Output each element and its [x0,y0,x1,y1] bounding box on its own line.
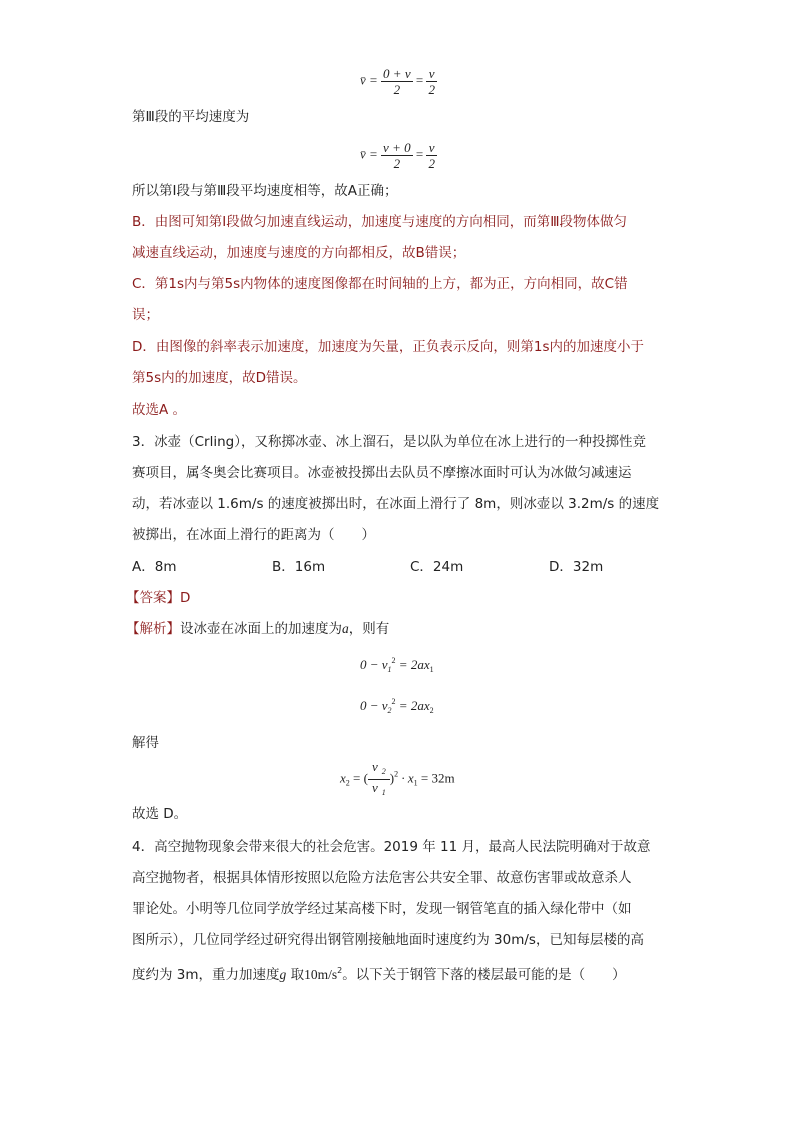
eq-subscript: 1 [381,788,386,797]
question-4-line-3: 罪论处。小明等几位同学放学经过某高楼下时，发现一钢管笔直的插入绿化带中（如 [132,901,632,917]
formula-average-velocity-3 [360,140,437,171]
fraction [381,66,413,97]
equation-1 [360,656,434,674]
text-line: 故选 D。 [132,806,188,822]
superscript: 2 [337,966,343,975]
eq-subscript: 2 [387,706,392,715]
denominator: 2 [428,82,435,97]
eq-term: · x [398,770,414,786]
eq-term: = ( [349,770,368,786]
option-c: C．24m [410,559,464,575]
equals: = [415,72,424,88]
question-3-line-1: 3．冰壶（Crling），又称掷冰壶、冰上溜石，是以队为单位在冰上进行的一种投掷性竞 [132,434,646,450]
fraction [426,140,437,171]
analysis-label: 【解析】 [126,621,180,637]
formula-average-velocity-1 [360,66,437,97]
numerator: v [426,66,437,82]
denominator: 2 [428,156,435,171]
question-3-line-4: 被掷出，在冰面上滑行的距离为（ ） [132,527,375,543]
answer-line [126,588,190,608]
eq-subscript: 1 [413,778,418,788]
denominator: 2 [393,82,401,97]
text-line: 所以第Ⅰ段与第Ⅲ段平均速度相等，故A正确； [132,183,398,199]
numerator: 0 + v [383,66,411,81]
answer-value: D [180,590,191,606]
numerator [368,759,390,780]
text-line: B．由图可知第Ⅰ段做匀加速直线运动，加速度与速度的方向相同，而第Ⅲ段物体做匀 [132,214,628,230]
eq-term: x [340,770,346,786]
question-3-line-2: 赛项目，属冬奥会比赛项目。冰壶被投掷出去队员不摩擦冰面时可认为冰做匀减速运 [132,465,632,481]
eq-term: = 32m [417,770,455,786]
eq-subscript: 2 [345,778,350,788]
text-line: 第Ⅲ段的平均速度为 [132,109,250,125]
eq-subscript: 1 [387,665,392,674]
analysis-text: 设冰壶在冰面上的加速度为 [180,621,342,637]
text-segment: 取 [286,967,305,983]
question-4-line-5 [132,961,626,985]
answer-label: 【答案】 [126,590,180,606]
numerator: v + 0 [383,140,411,155]
eq-subscript: 2 [429,706,434,715]
text-line: 误； [132,307,159,323]
eq-term: = 2ax [395,698,430,713]
option-b: B．16m [272,559,326,575]
denominator: 2 [393,156,401,171]
gravity-value: 10m/s [304,967,338,982]
eq-subscript: 2 [381,767,386,776]
eq-superscript: 2 [391,656,396,665]
formula-lhs: v̄ = [360,72,378,88]
analysis-variable: a [342,621,349,636]
denominator [368,780,390,800]
question-4-line-4: 图所示），几位同学经过研究得出钢管刚接触地面时速度约为 30m/s，已知每层楼的高 [132,932,644,948]
question-3-line-3: 动，若冰壶以 1.6m/s 的速度被掷出时，在冰面上滑行了 8m，则冰壶以 3.2m/s 的速度 [132,496,660,512]
eq-superscript: 2 [394,769,399,779]
text-line: C．第1s内与第5s内物体的速度图像都在时间轴的上方，都为正，方向相同，故C错 [132,276,628,292]
eq-term: v [371,759,378,774]
text-line: 解得 [132,735,159,751]
text-line: D．由图像的斜率表示加速度，加速度为矢量，正负表示反向，则第1s内的加速度小于 [132,339,645,355]
eq-subscript: 1 [429,665,434,674]
text-segment: 。以下关于钢管下落的楼层最可能的是（ ） [342,967,626,983]
text-line: 故选A 。 [132,402,187,418]
eq-superscript: 2 [391,697,396,706]
eq-term: = 2ax [395,657,430,672]
text-line: 第5s内的加速度，故D错误。 [132,370,307,386]
analysis-line [126,619,389,639]
fraction [381,140,413,171]
text-line: 减速直线运动，加速度与速度的方向都相反，故B错误； [132,245,466,261]
text-segment: 度约为 3m，重力加速度 [132,967,280,983]
option-a: A．8m [132,559,177,575]
fraction [426,66,437,97]
option-d: D．32m [549,559,604,575]
eq-term: 0 − v [360,657,388,672]
numerator: v [426,140,437,156]
eq-term: v [371,780,378,795]
equals: = [415,146,424,162]
eq-term: 0 − v [360,698,388,713]
equation-2 [360,697,434,715]
eq-term: ) [389,770,395,786]
gravity-symbol: g [279,967,287,982]
formula-lhs: v̄ = [360,146,378,162]
question-4-line-2: 高空抛物者，根据具体情形按照以危险方法危害公共安全罪、故意伤害罪或故意杀人 [132,870,632,886]
equation-3 [340,759,455,800]
question-4-line-1: 4．高空抛物现象会带来很大的社会危害。2019 年 11 月，最高人民法院明确对于故意 [132,839,651,855]
fraction [368,759,390,800]
analysis-tail: ，则有 [348,621,390,637]
